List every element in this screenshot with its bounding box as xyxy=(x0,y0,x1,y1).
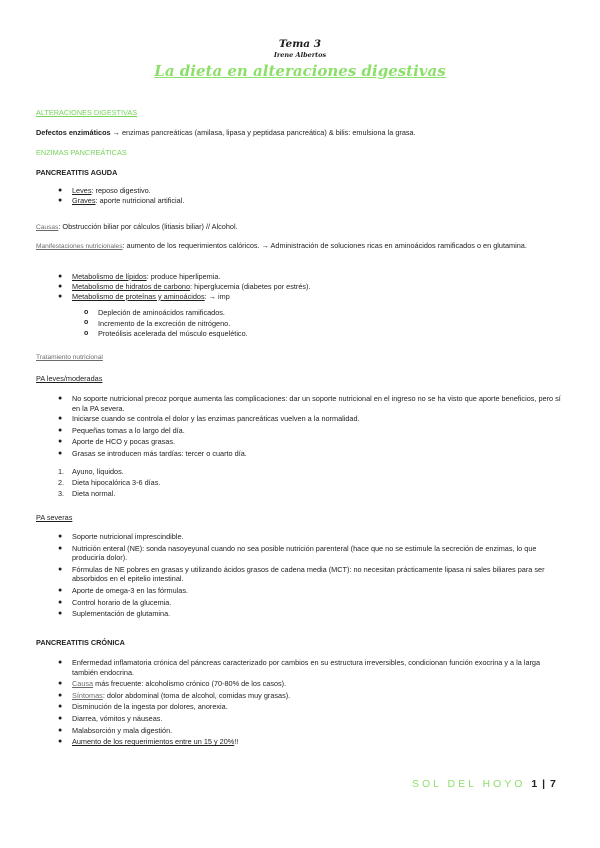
manifestaciones-text: : aumento de los requerimientos calóricos. → Administración de soluciones ricas en aminoácidos ramificados o en glutamina. xyxy=(122,241,527,250)
bullet-icon: ● xyxy=(58,598,63,606)
bullet-icon: ● xyxy=(58,714,63,722)
list-item xyxy=(58,426,563,436)
aumento-label: Aumento de los requerimientos entre un 15 y 20% xyxy=(72,737,235,747)
step-number: 2. xyxy=(58,478,65,488)
page-footer xyxy=(412,778,557,790)
item-text: Grasas se introducen más tardías: tercer o cuarto día. xyxy=(72,448,247,458)
metabolismo-list xyxy=(58,272,563,301)
bullet-icon: ● xyxy=(58,292,63,300)
list-item xyxy=(58,691,563,701)
bullet-icon: ● xyxy=(58,726,63,734)
aguda-severity-list xyxy=(58,186,563,206)
heading-aguda: PANCREATITIS AGUDA xyxy=(36,168,118,177)
heading-alteraciones: ALTERACIONES DIGESTIVAS xyxy=(36,108,138,117)
leves-moderadas-list xyxy=(58,394,563,459)
list-item xyxy=(58,292,563,302)
bullet-icon: ● xyxy=(58,438,63,446)
item-text: Diarrea, vómitos y náuseas. xyxy=(72,713,163,723)
list-item xyxy=(58,609,563,619)
bullet-icon: ● xyxy=(58,196,63,204)
bullet-icon: ● xyxy=(58,680,63,688)
graves-label: Graves xyxy=(72,195,96,205)
severas-list xyxy=(58,532,563,619)
item-text: Malabsorción y mala digestión. xyxy=(72,725,173,735)
step-number: 3. xyxy=(58,489,65,499)
bullet-icon: ● xyxy=(58,610,63,618)
causas-text: : Obstrucción biliar por cálculos (litiasis biliar) // Alcohol. xyxy=(58,222,238,231)
leves-label: Leves xyxy=(72,186,92,195)
bullet-icon: ● xyxy=(58,565,63,573)
document-title: La dieta en alteraciones digestivas xyxy=(154,62,446,80)
list-item xyxy=(58,532,563,542)
metab-hc-text: : hiperglucemia (diabetes por estrés). xyxy=(190,281,311,291)
causa-label: Causa xyxy=(72,679,94,689)
step-number: 1. xyxy=(58,467,65,476)
list-item xyxy=(58,658,563,677)
list-item xyxy=(58,598,563,608)
circle-bullet-icon: o xyxy=(84,319,89,327)
bullet-icon: ● xyxy=(58,282,63,290)
metab-proteinas-text: : → imp xyxy=(204,291,230,301)
item-text: Iniciarse cuando se controla el dolor y las enzimas pancreáticas vuelven a la normalidad. xyxy=(72,414,360,424)
list-item xyxy=(58,186,563,196)
list-item xyxy=(58,282,563,292)
bullet-icon: ● xyxy=(58,586,63,594)
causa-text: más frecuente: alcoholismo crónico (70-80% de los casos). xyxy=(93,679,287,689)
author-name: Irene Albertos xyxy=(273,51,327,59)
footer-name: SOL DEL HOYO xyxy=(412,778,526,790)
circle-bullet-icon: o xyxy=(84,329,89,337)
item-text: Pequeñas tomas a lo largo del día. xyxy=(72,425,185,435)
list-item xyxy=(58,196,563,206)
aumento-tail: !! xyxy=(234,737,239,747)
list-item xyxy=(58,544,563,563)
step-text: Dieta hipocalórica 3-6 días. xyxy=(72,478,161,488)
bullet-icon: ● xyxy=(58,273,63,280)
item-text: Aporte de omega-3 en las fórmulas. xyxy=(72,585,189,595)
circle-bullet-icon: o xyxy=(84,308,89,316)
page-number: 1 | 7 xyxy=(531,778,557,790)
defectos-text: → enzimas pancreáticas (amilasa, lipasa y peptidasa pancreática) & bilis: emulsiona la grasa. xyxy=(110,128,416,137)
item-text: Aporte de HCO y pocas grasas. xyxy=(72,437,176,447)
graves-text: : aporte nutricional artificial. xyxy=(95,195,185,205)
item-text: Nutrición enteral (NE): sonda nasoyeyunal cuando no sea posible nutrición parenteral (hace que no se estimule la secreción de enzimas, lo que produciría dolor). xyxy=(72,543,537,563)
list-item xyxy=(58,714,563,724)
step-text: Dieta normal. xyxy=(72,489,116,499)
list-item xyxy=(58,586,563,596)
list-item xyxy=(58,565,563,584)
metabolismo-sublist xyxy=(84,308,554,340)
defectos-label: Defectos enzimáticos xyxy=(36,128,111,137)
list-item xyxy=(58,449,563,459)
manifestaciones-label: Manifestaciones nutricionales xyxy=(36,243,123,250)
list-item xyxy=(58,437,563,447)
causas-paragraph xyxy=(36,222,566,233)
sub-item-text: Incremento de la excreción de nitrógeno. xyxy=(98,318,231,328)
item-text: Suplementación de glutamina. xyxy=(72,609,171,619)
heading-enzimas: ENZIMAS PANCREÁTICAS xyxy=(36,148,127,157)
list-item xyxy=(58,394,563,413)
cronica-list xyxy=(58,658,563,747)
tratamiento-label: Tratamiento nutricional xyxy=(36,354,103,361)
bullet-icon: ● xyxy=(58,703,63,711)
leves-moderadas-steps xyxy=(58,466,538,500)
causas-label: Causas xyxy=(36,224,59,231)
heading-cronica: PANCREATITIS CRÓNICA xyxy=(36,638,125,647)
leves-moderadas-label: PA leves/moderadas xyxy=(36,374,103,383)
list-item xyxy=(58,702,563,712)
list-item xyxy=(58,477,538,488)
metab-hc-label: Metabolismo de hidratos de carbono xyxy=(72,281,191,291)
item-text: No soporte nutricional precoz porque aumenta las complicaciones: dar un soporte nutricional en el ingreso no se ha visto que aporte beneficios, pero sí en la PA severa. xyxy=(72,394,561,413)
bullet-icon: ● xyxy=(58,544,63,552)
metab-proteinas-label: Metabolismo de proteínas y aminoácidos xyxy=(72,291,205,301)
sub-item-text: Depleción de aminoácidos ramificados. xyxy=(98,308,225,317)
list-item xyxy=(58,414,563,424)
sub-item-text: Proteólisis acelerada del músculo esquelético. xyxy=(98,329,248,339)
list-item xyxy=(58,737,563,747)
sintomas-label: Síntomas xyxy=(72,690,103,700)
sintomas-text: : dolor abdominal (toma de alcohol, comidas muy grasas). xyxy=(102,690,291,700)
tema-title: Tema 3 xyxy=(278,38,322,50)
list-item xyxy=(58,272,563,282)
list-item xyxy=(84,308,554,319)
bullet-icon: ● xyxy=(58,738,63,746)
item-text: Disminución de la ingesta por dolores, anorexia. xyxy=(72,702,228,712)
list-item xyxy=(84,329,554,340)
bullet-icon: ● xyxy=(58,426,63,434)
metab-lipidos-text: : produce hiperlipemia. xyxy=(146,272,221,281)
metab-lipidos-label: Metabolismo de lípidos xyxy=(72,272,147,281)
list-item xyxy=(58,488,538,499)
item-text: Fórmulas de NE pobres en grasas y utilizando ácidos grasos de cadena media (MCT): no necesitan prácticamente lipasa ni sales biliares para ser absorbidos en el epitelio intestinal. xyxy=(72,564,545,584)
list-item xyxy=(58,726,563,736)
list-item xyxy=(84,319,554,330)
severas-label: PA severas xyxy=(36,513,73,522)
defectos-paragraph xyxy=(36,128,566,138)
bullet-icon: ● xyxy=(58,449,63,457)
list-item xyxy=(58,466,538,477)
item-text: Soporte nutricional imprescindible. xyxy=(72,532,184,541)
manifestaciones-paragraph xyxy=(36,241,566,252)
item-text: Control horario de la glucemia. xyxy=(72,597,172,607)
list-item xyxy=(58,679,563,689)
bullet-icon: ● xyxy=(58,415,63,423)
leves-text: : reposo digestivo. xyxy=(91,186,151,195)
bullet-icon: ● xyxy=(58,691,63,699)
step-text: Ayuno, líquidos. xyxy=(72,467,124,476)
bullet-icon: ● xyxy=(58,659,63,666)
bullet-icon: ● xyxy=(58,395,63,402)
bullet-icon: ● xyxy=(58,533,63,540)
bullet-icon: ● xyxy=(58,187,63,194)
item-text: Enfermedad inflamatoria crónica del páncreas caracterizado por cambios en su estructura irreversibles, condicionan función exocrina y a la larga también endocrina. xyxy=(72,658,541,677)
